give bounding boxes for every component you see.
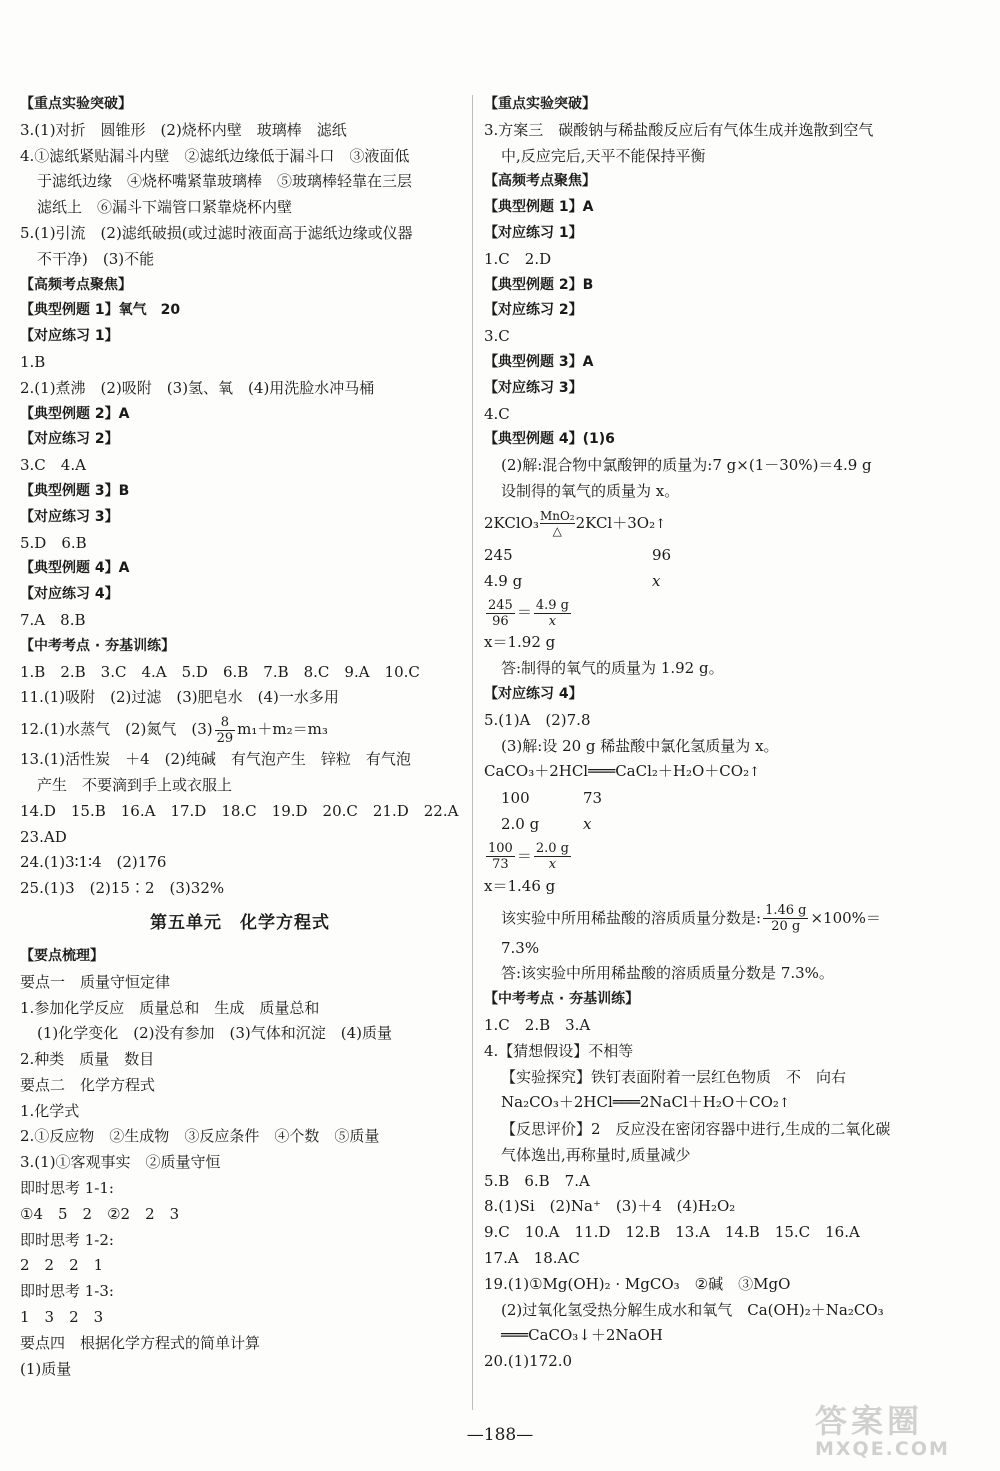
answer-line: 产生 不要滴到手上或衣服上 (37, 775, 233, 794)
page-number: —188— (466, 1425, 534, 1445)
answer-line: 23.AD (20, 827, 67, 846)
practice-header: 【对应练习 4】 (484, 685, 583, 702)
proportion-row: $\frac{245}{96}$ ＝ $\frac{4.9 g}{x}$ (488, 597, 569, 629)
example-header: 【典型例题 2】B (484, 276, 594, 293)
answer-line: 答:该实验中所用稀盐酸的溶质质量分数是 7.3%。 (501, 964, 834, 983)
answer-line: 5.(1)引流 (2)滤纸破损(或过滤时液面高于滤纸边缘或仪器 (20, 223, 413, 242)
answer-line: 2.①反应物 ②生成物 ③反应条件 ④个数 ⑤质量 (20, 1127, 380, 1146)
answer-line: 24.(1)3∶1∶4 (2)176 (20, 853, 167, 872)
answer-line: 1 3 2 3 (20, 1308, 104, 1327)
answer-text: 该实验中所用稀盐酸的溶质质量分数是: (501, 908, 762, 927)
ratio-value: 96 (652, 545, 672, 564)
example-header: 【典型例题 1】A (484, 199, 594, 216)
example-header: 【典型例题 3】A (484, 353, 594, 370)
fraction-numerator: 4.9 g (535, 597, 569, 613)
section-header: 【高频考点聚焦】 (484, 173, 596, 190)
answer-line: 不干净) (3)不能 (37, 249, 155, 268)
gas-arrow-icon: ↑ (655, 516, 666, 532)
practice-header: 【对应练习 3】 (484, 379, 583, 396)
ratio-value: x (652, 571, 661, 590)
fraction-denominator: 96 (492, 613, 509, 629)
answer-line: 1.C 2.B 3.A (484, 1015, 591, 1034)
practice-header: 【对应练习 4】 (20, 586, 119, 603)
answer-line: 17.A 18.AC (484, 1249, 580, 1268)
fraction-denominator: 20 g (771, 919, 801, 935)
fraction (534, 841, 571, 872)
section-header: 【重点实验突破】 (484, 96, 596, 112)
chemical-equation (484, 505, 980, 543)
answer-line: 9.C 10.A 11.D 12.B 13.A 14.B 15.C 16.A (484, 1223, 860, 1242)
answer-line: 13.(1)活性炭 ＋4 (2)纯碱 有气泡产生 锌粒 有气泡 (20, 750, 411, 769)
fraction-denominator: 73 (492, 857, 509, 873)
example-header: 【典型例题 2】A (20, 405, 130, 422)
mass-ratio-row (484, 812, 980, 838)
section-header: 【高频考点聚焦】 (20, 276, 132, 293)
chemical-equation (484, 1090, 980, 1117)
answer-line: 滤纸上 ⑥漏斗下端管口紧靠烧杯内壁 (37, 198, 293, 217)
answer-line: 7.A 8.B (20, 610, 86, 629)
equation-products: 2NaCl＋H₂O＋CO₂ (639, 1093, 779, 1112)
ratio-value: 2.0 g (501, 814, 540, 833)
section-header: 【中考考点 · 夯基训练】 (484, 991, 640, 1008)
mass-ratio-row (484, 543, 980, 569)
fraction-numerator: 8 (215, 715, 236, 731)
equals-bar-icon: ═══ (501, 1326, 529, 1345)
answer-line: 1.化学式 (20, 1101, 80, 1120)
mass-ratio-row (484, 569, 980, 595)
answer-line: 20.(1)172.0 (484, 1352, 573, 1371)
fraction-denominator: 29 (216, 730, 234, 746)
answer-line: 25.(1)3 (2)15∶2 (3)32% (20, 879, 225, 898)
ratio-value: 245 (484, 545, 513, 564)
mass-ratio-row (484, 786, 980, 812)
answer-line: 1.B (20, 352, 46, 371)
answer-line: 11.(1)吸附 (2)过滤 (3)肥皂水 (4)一水多用 (20, 688, 339, 707)
example-header: 【典型例题 1】氧气 20 (20, 302, 181, 319)
key-point-heading: 要点四 根据化学方程式的简单计算 (20, 1333, 261, 1352)
chemical-equation (484, 1323, 980, 1349)
answer-line: 中,反应完后,天平不能保持平衡 (501, 146, 706, 165)
answer-line: 3.(1)对折 圆锥形 (2)烧杯内壁 玻璃棒 滤纸 (20, 120, 347, 139)
answer-line: 2.(1)煮沸 (2)吸附 (3)氢、氧 (4)用洗脸水冲马桶 (20, 378, 375, 397)
watermark-logo-text: 答案圈 (815, 1402, 924, 1440)
answer-line: (2)过氧化氢受热分解生成水和氧气 Ca(OH)₂＋Na₂CO₃ (501, 1300, 884, 1319)
fraction-denominator: x (548, 613, 557, 629)
ratio-value: 4.9 g (484, 571, 523, 590)
answer-line: (2)解:混合物中氯酸钾的质量为:7 g×(1－30%)＝4.9 g (501, 456, 872, 475)
answer-line: 1.B 2.B 3.C 4.A 5.D 6.B 7.B 8.C 9.A 10.C (20, 662, 420, 681)
answer-line: 气体逸出,再称量时,质量减少 (501, 1145, 691, 1164)
equals-bar-icon: ═══ (612, 1093, 640, 1112)
equation-reactants: CaCO₃＋2HCl (484, 762, 589, 781)
ratio-value: 73 (583, 789, 603, 808)
answer-line: 3.C 4.A (20, 456, 86, 475)
equation-products: CaCO₃↓＋2NaOH (528, 1326, 663, 1345)
unit-title: 第五单元 化学方程式 (150, 912, 330, 933)
answer-line: 2 2 2 1 (20, 1256, 104, 1275)
catalyst-label: MnO₂ (539, 508, 575, 523)
answer-line: (3)解:设 20 g 稀盐酸中氯化氢质量为 x。 (501, 736, 779, 755)
gas-arrow-icon: ↑ (749, 765, 760, 781)
ratio-value: x (583, 814, 592, 833)
ratio-value: 100 (501, 789, 530, 808)
fraction-numerator: 1.46 g (765, 903, 807, 919)
fraction (763, 903, 808, 934)
fraction (486, 841, 515, 872)
key-point-heading: 要点一 质量守恒定律 (20, 972, 171, 991)
think-label: 即时思考 1-2: (20, 1230, 114, 1249)
answer-line: 7.3% (501, 938, 540, 957)
section-header: 【重点实验突破】 (20, 96, 132, 112)
chemical-equation (484, 759, 980, 786)
fraction-numerator: 2.0 g (535, 841, 569, 857)
right-column (484, 92, 980, 1375)
answer-line: 5.B 6.B 7.A (484, 1171, 590, 1190)
reaction-condition (540, 510, 575, 538)
equation-products: 2KCl＋3O₂ (575, 513, 656, 532)
example-header: 【典型例题 4】A (20, 560, 130, 577)
column-divider (472, 95, 473, 1410)
key-point-heading: 要点二 化学方程式 (20, 1075, 156, 1094)
fraction-numerator: 245 (488, 597, 513, 613)
practice-header: 【对应练习 1】 (484, 224, 583, 241)
fraction-numerator: 100 (488, 841, 513, 857)
answer-line: 3.方案三 碳酸钠与稀盐酸反应后有气体生成并逸散到空气 (484, 120, 874, 139)
fraction (534, 598, 571, 629)
answer-line: 19.(1)①Mg(OH)₂ · MgCO₃ ②碱 ③MgO (484, 1274, 791, 1293)
answer-line-fraction (484, 900, 980, 936)
answer-line: 1.参加化学反应 质量总和 生成 质量总和 (20, 998, 320, 1017)
practice-header: 【对应练习 2】 (20, 431, 119, 448)
gas-arrow-icon: ↑ (778, 1096, 790, 1112)
think-label: 即时思考 1-1: (20, 1179, 114, 1198)
answer-text: m₁＋m₂＝m₃ (237, 720, 328, 739)
answer-line: 于滤纸边缘 ④烧杯嘴紧靠玻璃棒 ⑤玻璃棒轻靠在三层 (37, 172, 413, 191)
watermark-site-text: MXQE.COM (815, 1438, 950, 1460)
answer-line: 3.(1)①客观事实 ②质量守恒 (20, 1153, 221, 1172)
heat-label: △ (540, 523, 575, 538)
answer-line: 5.D 6.B (20, 533, 87, 552)
equals-bar-icon: ═══ (588, 762, 616, 781)
answer-line: 设制得的氧气的质量为 x。 (501, 481, 680, 500)
answer-line: 4.【猜想假设】不相等 (484, 1041, 634, 1060)
answer-line: 2.种类 质量 数目 (20, 1050, 155, 1069)
equation-reactants: 2KClO₃ (484, 513, 539, 532)
practice-header: 【对应练习 2】 (484, 302, 583, 319)
answer-line-fraction (20, 711, 460, 747)
left-column (20, 92, 460, 1382)
answer-line: 答:制得的氧气的质量为 1.92 g。 (501, 659, 724, 678)
answer-line: x＝1.92 g (484, 633, 556, 652)
answer-line: 5.(1)A (2)7.8 (484, 710, 591, 729)
answer-line: 4.①滤纸紧贴漏斗内壁 ②滤纸边缘低于漏斗口 ③液面低 (20, 146, 410, 165)
practice-header: 【对应练习 3】 (20, 508, 119, 525)
think-label: 即时思考 1-3: (20, 1282, 114, 1301)
fraction (486, 598, 515, 629)
answer-text: ×100%＝ (810, 908, 881, 927)
answer-line: (1)化学变化 (2)没有参加 (3)气体和沉淀 (4)质量 (37, 1024, 392, 1043)
answer-line: x＝1.46 g (484, 876, 556, 895)
practice-header: 【对应练习 1】 (20, 328, 119, 345)
answer-line: ①4 5 2 ②2 2 3 (20, 1204, 180, 1223)
answer-line: 14.D 15.B 16.A 17.D 18.C 19.D 20.C 21.D 22.A (20, 801, 459, 820)
answer-line: 4.C (484, 404, 510, 423)
answer-text: 12.(1)水蒸气 (2)氮气 (3) (20, 720, 213, 739)
answer-line: 1.C 2.D (484, 249, 552, 268)
answer-line: 【实验探究】铁钉表面附着一层红色物质 不 向右 (501, 1067, 847, 1086)
answer-line: 8.(1)Si (2)Na⁺ (3)＋4 (4)H₂O₂ (484, 1197, 736, 1216)
proportion-row: $\frac{100}{73}$ ＝ $\frac{2.0 g}{x}$ (488, 841, 569, 873)
section-header: 【要点梳理】 (20, 947, 104, 964)
example-header: 【典型例题 4】(1)6 (484, 431, 615, 448)
watermark-logo (815, 1396, 985, 1460)
example-header: 【典型例题 3】B (20, 482, 130, 499)
answer-line: 3.C (484, 327, 510, 346)
equation-reactants: Na₂CO₃＋2HCl (501, 1093, 613, 1112)
equation-products: CaCl₂＋H₂O＋CO₂ (615, 762, 750, 781)
answer-line: 【反思评价】2 反应没在密闭容器中进行,生成的二氧化碳 (501, 1120, 891, 1139)
answer-line: (1)质量 (20, 1359, 72, 1378)
section-header: 【中考考点 · 夯基训练】 (20, 637, 176, 654)
fraction (215, 715, 236, 746)
fraction-denominator: x (548, 857, 557, 873)
